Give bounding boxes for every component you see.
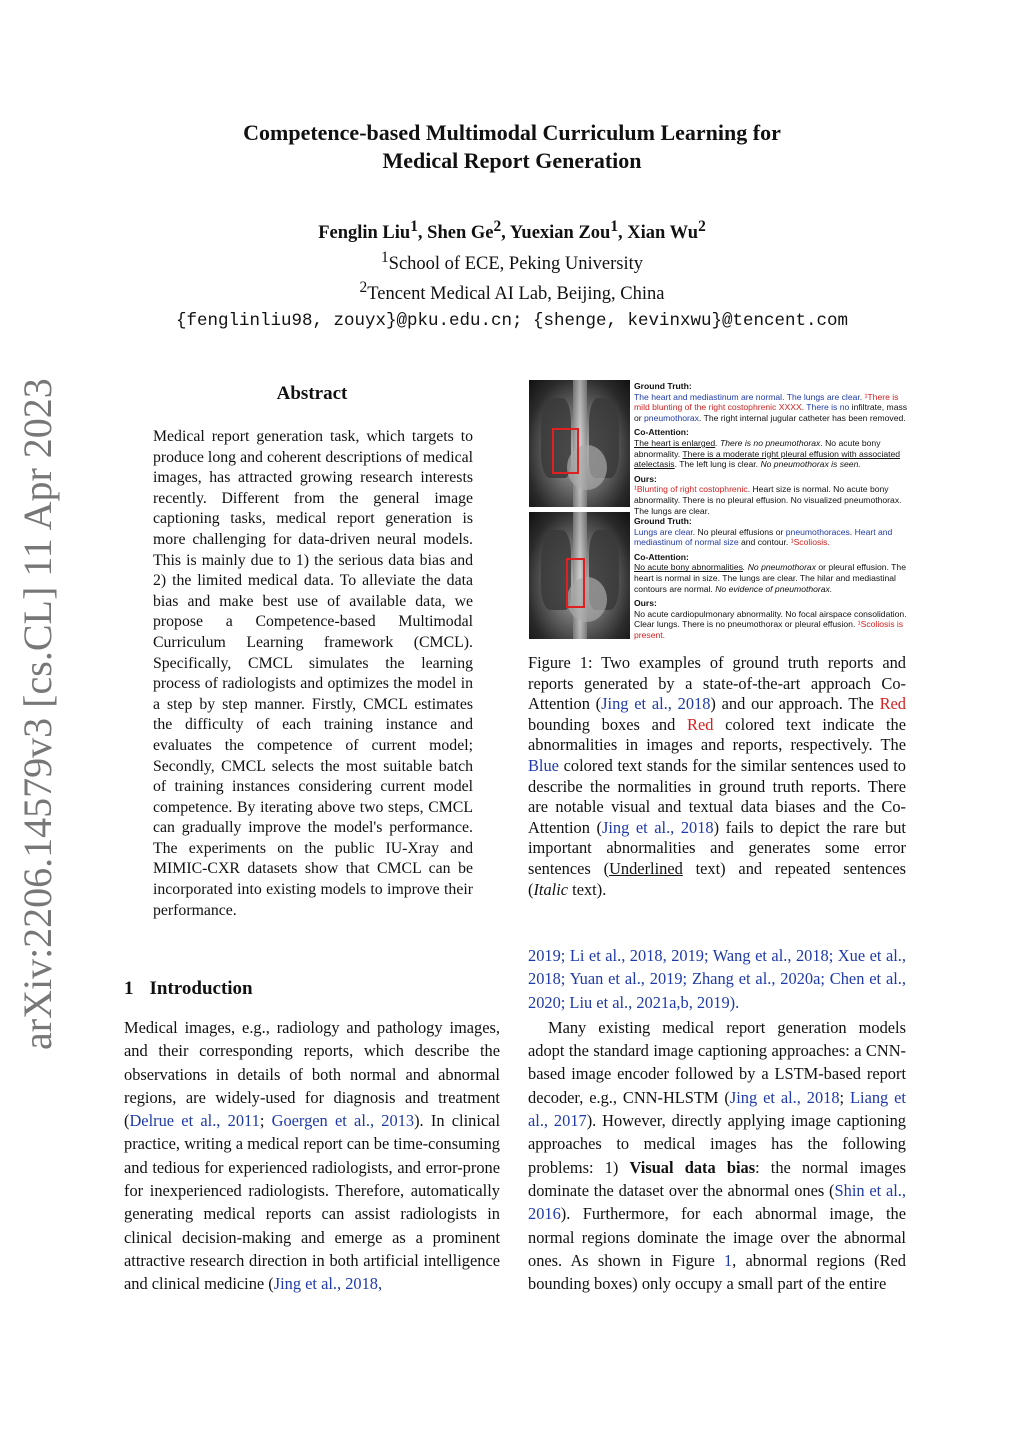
report-label: Co-Attention: — [634, 551, 689, 562]
abnormal-bounding-box — [566, 558, 585, 608]
section-heading — [124, 978, 253, 1000]
right-column-body — [528, 944, 906, 1295]
repeated-text: No evidence of pneumothorax. — [715, 583, 833, 594]
author-name: Shen Ge — [427, 223, 494, 244]
figure-1 — [528, 379, 908, 640]
abstract-heading: Abstract — [276, 383, 348, 404]
author-name: Fenglin Liu — [318, 223, 411, 244]
normal-text: Heart and mediastinum of normal size — [634, 526, 893, 548]
caption-red-word: Red — [879, 694, 906, 714]
report-text: . Heart size is normal. No acute bony abnormality. There is no pleural effusion. No visualized pneumothorax. The lungs are clear. — [634, 484, 902, 516]
affiliation-mark: 1 — [410, 218, 418, 235]
report-text: . — [849, 526, 855, 537]
report-text: infiltrate, mass or — [634, 402, 908, 423]
affiliation-1 — [150, 246, 874, 276]
report-text: No acute cardiopulmonary abnormality. No focal airspace consolidation. Clear lungs. There is no pneumothorax or pleural effusion. — [634, 608, 907, 630]
section-title: Introduction — [149, 978, 253, 999]
report-text: and contour. — [738, 537, 791, 548]
body-text: ; — [839, 1087, 850, 1107]
citation-link[interactable]: Jing et al., 2018 — [601, 694, 711, 714]
error-text: There is a moderate right pleural effusion with associated atelectasis — [634, 448, 901, 470]
citation-link[interactable]: Jing et al., 2018 — [601, 817, 714, 837]
citation-link[interactable]: Liang et al., 2017 — [528, 1087, 906, 1131]
citation-continuation[interactable]: 2019; Li et al., 2018, 2019; Wang et al., 2018; Xue et al., 2018; Yuan et al., 2019; Zhang et al., 2020a; Chen et al., 2020; Liu et al., 2021a,b, 2019). — [528, 946, 906, 1012]
abnormal-text: ¹There is mild blunting of the right costophrenic XXXX. — [634, 391, 899, 413]
citation-link[interactable]: Jing et al., 2018, — [273, 1274, 383, 1294]
paper-title — [150, 119, 874, 175]
body-text: ). However, directly applying image captioning approaches to medical images has the following problems: 1) — [528, 1111, 906, 1177]
repeated-text: No pneumothorax is seen. — [760, 459, 861, 470]
caption-text: colored text indicate the abnormalities in images and reports, respectively. The — [528, 714, 906, 755]
co-attention-report — [634, 427, 908, 469]
caption-red-word: Red — [687, 714, 714, 734]
abnormal-text: ¹Blunting of right costophrenic — [634, 484, 748, 495]
normal-text: There is no — [804, 402, 850, 413]
title-line-2: Medical Report Generation — [382, 148, 642, 173]
abnormal-text: ¹Scoliosis. — [790, 537, 830, 548]
arxiv-stamp: arXiv:2206.14579v3 [cs.CL] 11 Apr 2023 — [15, 378, 60, 1050]
repeated-text: . There is no pneumothorax — [715, 437, 821, 448]
repeated-text: . No pneumothorax — [742, 562, 817, 573]
caption-text: text) and repeated sentences ( — [528, 858, 906, 899]
body-text: Medical images, e.g., radiology and pathology images, and their corresponding reports, which describe the observations in details of both normal and abnormal regions, are widely-used for diagnosis and treatment ( — [124, 1018, 500, 1131]
ours-report — [634, 598, 908, 640]
ground-truth-report — [634, 381, 908, 423]
caption-blue-word: Blue — [528, 755, 559, 775]
citation-link[interactable]: Goergen et al., 2013 — [271, 1111, 415, 1131]
body-text: ). In clinical practice, writing a medical report can be time-consuming and tedious for experienced radiologists, and error-prone for inexperienced radiologists. Therefore, automatically generating medical reports can assist radiologists in clinical decision-making and emerge as a prominent attractive research direction in both artificial intelligence and clinical medicine ( — [124, 1111, 501, 1294]
citation-link[interactable]: Delrue et al., 2011 — [129, 1111, 260, 1131]
ours-report — [634, 474, 908, 516]
citation-link[interactable]: Jing et al., 2018 — [729, 1087, 840, 1107]
abstract-text: Medical report generation task, which targets to produce long and coherent descriptions of medical images, has attracted growing research interests recently. Different from the general image captioning tasks, medical report generation is more challenging for data-driven neural models. This is mainly due to 1) the serious data bias and 2) the limited medical data. To alleviate the data bias and make best use of available data, we propose a Competence-based Multimodal Curriculum Learning framework (CMCL). Specifically, CMCL simulates the learning process of radiologists and optimizes the model in a step by step manner. Firstly, CMCL estimates the difficulty of each training instance and evaluates the competence of current model; Secondly, CMCL selects the most suitable batch of training instances considering current model competence. By iterating above two steps, CMCL can gradually improve the model's performance. The experiments on the public IU-Xray and MIMIC-CXR datasets show that CMCL can be incorporated into existing models to improve their performance. — [153, 428, 473, 919]
abnormal-bounding-box — [552, 428, 579, 474]
abnormal-text: ¹Scoliosis is present. — [634, 619, 904, 640]
normal-text: pneumothorax — [644, 412, 699, 423]
caption-text: text). — [568, 879, 607, 899]
caption-text: Figure 1: Two examples of ground truth reports and reports generated by a state-of-the-art approach Co-Attention ( — [528, 653, 906, 714]
bold-term: Visual data bias — [629, 1157, 756, 1177]
author-emails: {fenglinliu98, zouyx}@pku.edu.cn; {shenge, kevinxwu}@tencent.com — [175, 311, 849, 332]
caption-text: ) and our approach. The — [710, 694, 880, 714]
body-text: ; — [259, 1111, 272, 1131]
figure-reports-1 — [634, 381, 908, 520]
body-text: : the normal images dominate the dataset over the abnormal ones ( — [528, 1157, 906, 1200]
affiliation-2 — [150, 276, 874, 306]
chest-xray-image-2 — [529, 512, 630, 639]
report-text: . No pleural effusions or — [692, 526, 786, 537]
caption-underlined-word: Underlined — [609, 858, 683, 878]
report-label: Ground Truth: — [634, 516, 692, 526]
affiliation-mark: 1 — [380, 249, 389, 267]
author-name: Xian Wu — [627, 223, 699, 244]
normal-text: pneumothoraces — [785, 526, 850, 537]
report-text: or pleural effusion. The heart is normal in size. The lungs are clear. The hilar and mediastinal contours are normal. — [634, 562, 906, 594]
report-text: . The left lung is clear. — [674, 459, 761, 470]
error-text: No acute bony abnormalities — [634, 562, 743, 573]
body-text: ). Furthermore, for each abnormal image, the normal regions dominate the image over the abnormal ones. As shown in Figure — [528, 1204, 906, 1270]
affiliation-mark: 2 — [359, 279, 368, 297]
affiliation-text: School of ECE, Peking University — [388, 254, 644, 275]
body-text: , abnormal regions (Red bounding boxes) only occupy a small part of the entire — [528, 1250, 906, 1294]
report-label: Ground Truth: — [634, 381, 692, 391]
affiliation-mark: 2 — [698, 218, 706, 235]
affiliation-mark: 2 — [493, 218, 502, 235]
intro-paragraph — [124, 1016, 500, 1296]
report-label: Ours: — [634, 473, 657, 484]
affiliation-mark: 1 — [610, 218, 619, 235]
caption-text: ) fails to depict the rare but important abnormalities and generates some error sentences ( — [528, 817, 906, 878]
chest-xray-image-1 — [529, 380, 630, 507]
affiliation-text: Tencent Medical AI Lab, Beijing, China — [367, 284, 665, 305]
body-paragraph — [528, 1016, 906, 1296]
caption-italic-word: Italic — [533, 879, 569, 899]
report-text: . The right internal jugular catheter has been removed. — [698, 412, 906, 423]
normal-text: Lungs are clear — [634, 526, 693, 537]
co-attention-report — [634, 552, 908, 594]
author-name: Yuexian Zou — [509, 223, 611, 244]
title-line-1: Competence-based Multimodal Curriculum Learning for — [243, 120, 781, 145]
figure-reports-2 — [634, 516, 908, 645]
caption-text: bounding boxes and — [528, 714, 688, 734]
ground-truth-report — [634, 516, 908, 548]
report-label: Co-Attention: — [634, 427, 689, 438]
body-text: Many existing medical report generation models adopt the standard image captioning approaches: a CNN-based image encoder followed by a LSTM-based report decoder, e.g., CNN-HLSTM ( — [528, 1017, 906, 1107]
citation-link[interactable]: Shin et al., 2016 — [528, 1180, 907, 1224]
caption-text: colored text stands for the similar sentences used to describe the normalities in ground truth reports. There are notable visual and textual data biases and the Co-Attention ( — [528, 755, 906, 837]
report-label: Ours: — [634, 598, 657, 609]
author-names: Fenglin Liu$^1$, Shen Ge$^2$, Yuexian Zou$^1$, Xian Wu$^2$ — [318, 218, 706, 244]
figure-reference-link[interactable]: 1 — [723, 1250, 733, 1270]
normal-text: The heart and mediastinum are normal. The lungs are clear. — [634, 391, 863, 402]
report-text: . No acute bony abnormality. — [634, 437, 881, 459]
error-text: The heart is enlarged — [634, 437, 716, 448]
figure-caption — [528, 653, 906, 900]
section-number: 1 — [124, 978, 134, 999]
author-block — [150, 214, 874, 333]
